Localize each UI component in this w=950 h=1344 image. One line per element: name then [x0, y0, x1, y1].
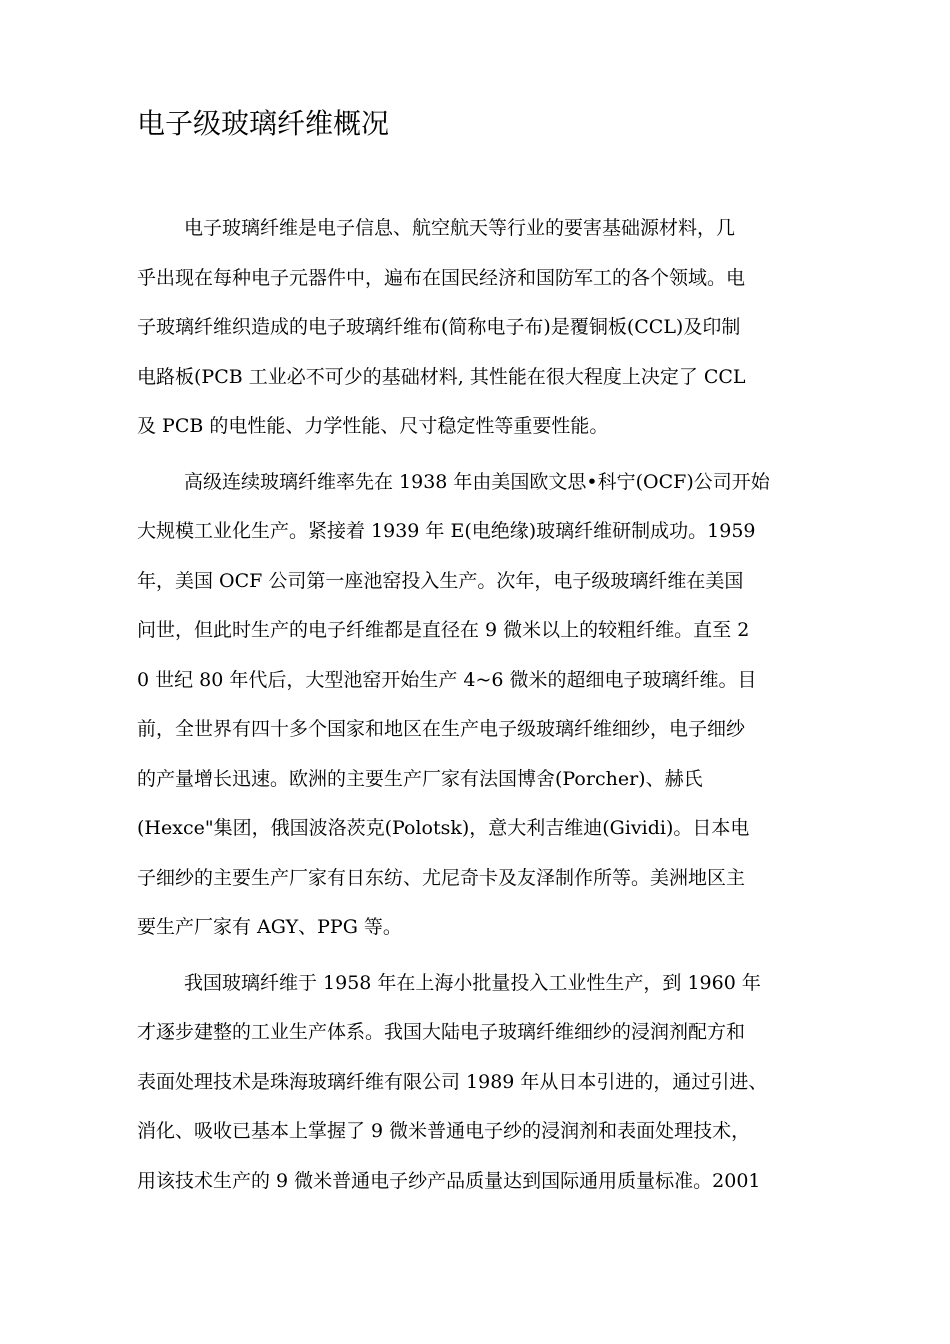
text-line: 消化、吸收已基本上掌握了 9 微米普通电子纱的浸润剂和表面处理技术，: [137, 1120, 751, 1142]
paragraph: [137, 959, 837, 1207]
text-line: 年，美国 OCF 公司第一座池窑投入生产。次年，电子级玻璃纤维在美国: [137, 569, 744, 592]
text-line: 乎出现在每种电子元器件中，遍布在国民经济和国防军工的各个领域。电: [137, 266, 746, 289]
text-line: 电子玻璃纤维是电子信息、航空航天等行业的要害基础源材料，几: [184, 217, 736, 239]
text-line: 表面处理技术是珠海玻璃纤维有限公司 1989 年从日本引进的，通过引进、: [137, 1070, 768, 1093]
text-line: 子玻璃纤维织造成的电子玻璃纤维布(简称电子布)是覆铜板(CCL)及印制: [137, 316, 741, 338]
document-body: [137, 204, 837, 1212]
page-title: 电子级玻璃纤维概况: [137, 107, 390, 140]
text-line: 用该技术生产的 9 微米普通电子纱产品质量达到国际通用质量标准。2001: [137, 1169, 761, 1192]
paragraph: [137, 204, 837, 452]
text-line: 0 世纪 80 年代后，大型池窑开始生产 4~6 微米的超细电子玻璃纤维。目: [137, 668, 757, 691]
text-line: (Hexce"集团，俄国波洛茨克(Polotsk)，意大利吉维迪(Gividi)。日本电: [137, 817, 750, 839]
text-line: 电路板(PCB 工业必不可少的基础材料, 其性能在很大程度上决定了 CCL: [137, 365, 746, 388]
text-line: 前，全世界有四十多个国家和地区在生产电子级玻璃纤维细纱，电子细纱: [137, 718, 746, 740]
text-line: 子细纱的主要生产厂家有日东纺、尤尼奇卡及友泽制作所等。美洲地区主: [137, 866, 746, 889]
text-line: 要生产厂家有 AGY、PPG 等。: [137, 916, 402, 938]
text-line: 问世，但此时生产的电子纤维都是直径在 9 微米以上的较粗纤维。直至 2: [137, 619, 750, 641]
text-line: 的产量增长迅速。欧洲的主要生产厂家有法国博舍(Porcher)、赫氏: [137, 767, 703, 790]
text-line: 大规模工业化生产。紧接着 1939 年 E(电绝缘)玻璃纤维研制成功。1959: [137, 520, 756, 542]
text-line: 我国玻璃纤维于 1958 年在上海小批量投入工业性生产，到 1960 年: [184, 971, 761, 994]
text-line: 高级连续玻璃纤维率先在 1938 年由美国欧文思•科宁(OCF)公司开始: [184, 470, 770, 493]
paragraph: [137, 458, 837, 953]
text-line: 及 PCB 的电性能、力学性能、尺寸稳定性等重要性能。: [137, 415, 609, 437]
text-line: 才逐步建整的工业生产体系。我国大陆电子玻璃纤维细纱的浸润剂配方和: [137, 1021, 746, 1043]
